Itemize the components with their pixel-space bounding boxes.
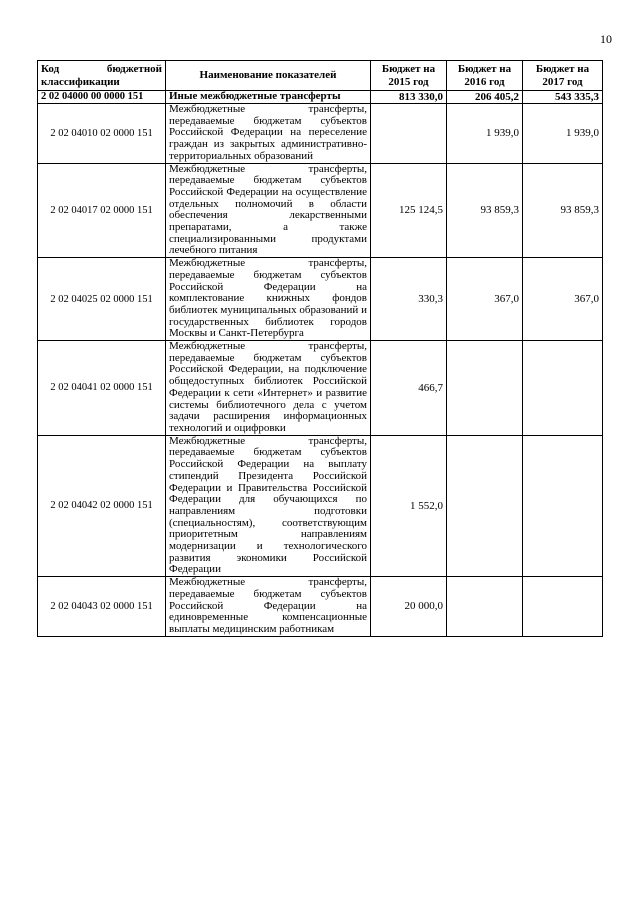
row-budget-2015: 813 330,0 <box>371 91 447 104</box>
row-name: Иные межбюджетные трансферты <box>166 91 371 104</box>
row-budget-2016 <box>447 577 523 637</box>
table-row-total <box>38 91 603 104</box>
row-code: 2 02 04042 02 0000 151 <box>38 435 166 576</box>
table-row <box>38 104 603 164</box>
row-code: 2 02 04041 02 0000 151 <box>38 341 166 436</box>
table-row <box>38 258 603 341</box>
table-row <box>38 577 603 637</box>
row-budget-2015: 125 124,5 <box>371 163 447 258</box>
row-budget-2015: 20 000,0 <box>371 577 447 637</box>
row-budget-2017: 367,0 <box>523 258 603 341</box>
row-code: 2 02 04043 02 0000 151 <box>38 577 166 637</box>
page-number: 10 <box>600 32 612 46</box>
header-budget-2017: Бюджет на 2017 год <box>523 61 603 91</box>
table-row <box>38 163 603 258</box>
table-row <box>38 341 603 436</box>
row-code: 2 02 04017 02 0000 151 <box>38 163 166 258</box>
header-budget-2015: Бюджет на 2015 год <box>371 61 447 91</box>
row-name: Межбюджетные трансферты, передаваемые бюджетам субъектов Российской Федерации, на подключение общедоступных библиотек Российской Федерации к сети «Интернет» и развитие системы библиотечного дела с учетом задачи расширения информационных технологий и оцифровки <box>166 341 371 436</box>
row-budget-2016: 206 405,2 <box>447 91 523 104</box>
row-name: Межбюджетные трансферты, передаваемые бюджетам субъектов Российской Федерации на выплату стипендий Президента Российской Федерации и Правительства Российской Федерации для обучающихся по направлениям подготовки (специальностям), соответствующим приоритетным направлениям модернизации и технологического развития экономики Российской Федерации <box>166 435 371 576</box>
row-budget-2015: 1 552,0 <box>371 435 447 576</box>
row-budget-2016 <box>447 435 523 576</box>
row-name: Межбюджетные трансферты, передаваемые бюджетам субъектов Российской Федерации на переселение граждан из закрытых административно-территориальных образований <box>166 104 371 164</box>
table-header-row <box>38 61 603 91</box>
row-budget-2016: 1 939,0 <box>447 104 523 164</box>
row-budget-2016 <box>447 341 523 436</box>
table-row <box>38 435 603 576</box>
row-name: Межбюджетные трансферты, передаваемые бюджетам субъектов Российской Федерации на комплектование книжных фондов библиотек муниципальных образований и государственных библиотек городов Москвы и Санкт-Петербурга <box>166 258 371 341</box>
row-budget-2015: 330,3 <box>371 258 447 341</box>
row-budget-2017 <box>523 341 603 436</box>
row-budget-2015 <box>371 104 447 164</box>
row-budget-2016: 367,0 <box>447 258 523 341</box>
row-budget-2017: 93 859,3 <box>523 163 603 258</box>
row-budget-2017: 543 335,3 <box>523 91 603 104</box>
header-code: Код бюджетной классификации <box>38 61 166 91</box>
row-name: Межбюджетные трансферты, передаваемые бюджетам субъектов Российской Федерации на единовременные компенсационные выплаты медицинским работникам <box>166 577 371 637</box>
budget-table <box>37 60 603 637</box>
row-code: 2 02 04010 02 0000 151 <box>38 104 166 164</box>
header-budget-2016: Бюджет на 2016 год <box>447 61 523 91</box>
row-name: Межбюджетные трансферты, передаваемые бюджетам субъектов Российской Федерации на осуществление отдельных полномочий в области обеспечения лекарственными препаратами, а также специализированными продуктами лечебного питания <box>166 163 371 258</box>
header-name: Наименование показателей <box>166 61 371 91</box>
row-budget-2017: 1 939,0 <box>523 104 603 164</box>
row-budget-2015: 466,7 <box>371 341 447 436</box>
row-code: 2 02 04000 00 0000 151 <box>38 91 166 104</box>
row-budget-2017 <box>523 435 603 576</box>
row-budget-2017 <box>523 577 603 637</box>
row-budget-2016: 93 859,3 <box>447 163 523 258</box>
row-code: 2 02 04025 02 0000 151 <box>38 258 166 341</box>
